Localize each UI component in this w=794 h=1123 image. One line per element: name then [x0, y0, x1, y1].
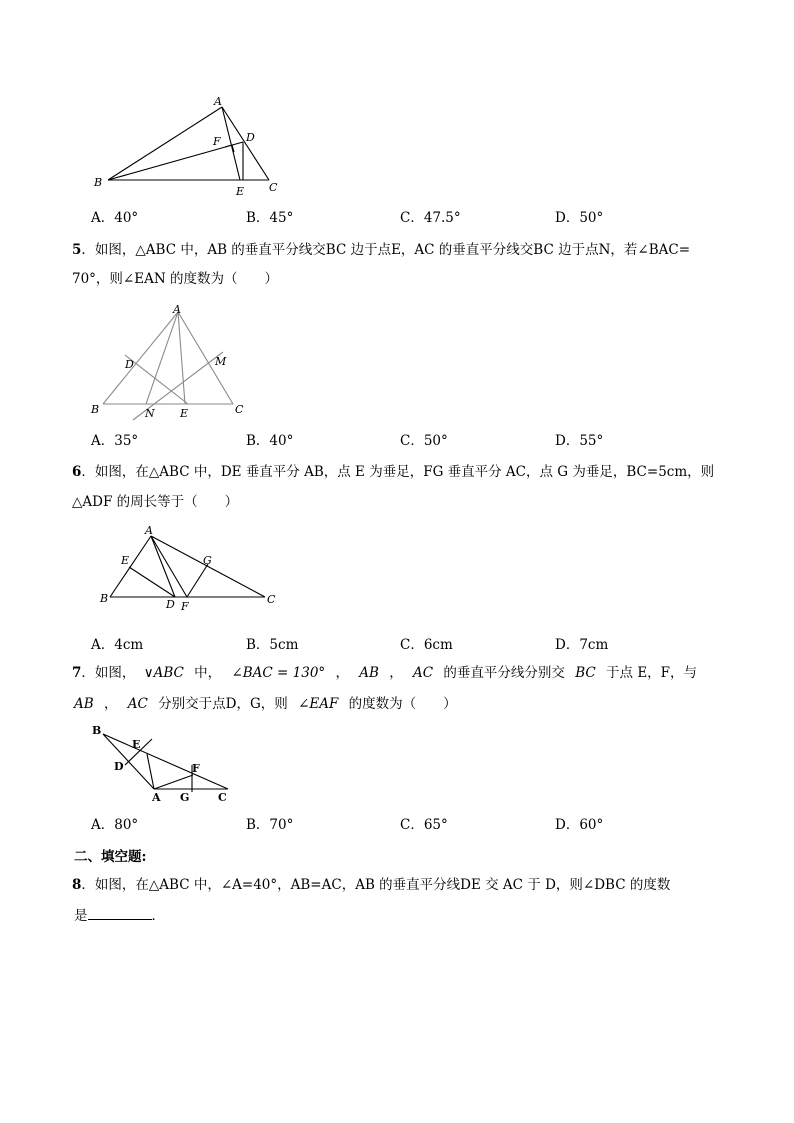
q5-line1 [72, 240, 690, 260]
label-A: A [145, 524, 153, 537]
q7-option-c[interactable]: C．65° [400, 817, 448, 833]
label-B: B [92, 724, 102, 737]
q7-number: 7 [72, 665, 82, 681]
q7-angle-bac: ∠BAC = 130° [231, 665, 326, 681]
q6-number: 6 [72, 464, 82, 480]
q7-line2 [74, 694, 457, 714]
q5-line2: 70°，则∠EAN 的度数为（ ） [72, 271, 278, 287]
q8-number: 8 [72, 877, 82, 893]
q8-text1: ．如图，在△ABC 中，∠A=40°，AB=AC，AB 的垂直平分线DE 交 AC 于 D，则∠DBC 的度数 [81, 877, 671, 893]
q4-option-d[interactable]: D．50° [555, 210, 604, 226]
label-D: D [246, 131, 255, 144]
q5-option-c[interactable]: C．50° [400, 433, 448, 449]
label-G: G [180, 791, 190, 804]
label-E: E [121, 554, 130, 567]
q5-figure [88, 300, 258, 422]
label-G: G [203, 554, 212, 567]
q7-text-intro: ．如图， [81, 665, 136, 681]
q4-figure [88, 94, 288, 199]
label-F: F [192, 762, 200, 775]
q7-text-ask: 的度数为（ ） [348, 696, 457, 712]
label-A: A [152, 791, 161, 804]
q4-option-c[interactable]: C．47.5° [400, 210, 461, 226]
q7-ac2: AC [127, 696, 148, 712]
label-B: B [100, 592, 109, 605]
q5-text1: ．如图，△ABC 中，AB 的垂直平分线交BC 边于点E，AC 的垂直平分线交BC 边于点N，若∠BAC= [81, 242, 691, 258]
q5-number: 5 [72, 242, 82, 258]
label-F: F [181, 600, 189, 613]
label-M: M [215, 355, 227, 368]
label-N: N [145, 407, 155, 420]
label-C: C [235, 403, 244, 416]
q4-option-b[interactable]: B．45° [246, 210, 294, 226]
q7-text-zhong: 中， [194, 665, 222, 681]
q8-line2 [74, 905, 165, 926]
section-fill-in-heading: 二、填空题: [74, 849, 147, 865]
label-B: B [91, 403, 100, 416]
q7-text-points: 于点 E，F，与 [606, 665, 698, 681]
q7-angle-eaf: ∠EAF [298, 696, 339, 712]
label-F: F [213, 135, 221, 148]
q7-ab: AB [359, 665, 379, 681]
q8-text-suffix: ． [151, 908, 165, 924]
q4-option-a[interactable]: A．40° [91, 210, 139, 226]
q7-line1 [72, 663, 697, 683]
q6-option-b[interactable]: B．5cm [246, 637, 299, 653]
q8-line1 [72, 875, 670, 895]
q7-text-intersect: 分别交于点D，G，则 [158, 696, 288, 712]
q6-option-d[interactable]: D．7cm [555, 637, 609, 653]
label-B: B [94, 176, 103, 189]
q8-text-prefix: 是 [74, 908, 88, 924]
q7-comma3: ， [103, 696, 118, 712]
label-E: E [180, 407, 189, 420]
q6-text1: ．如图，在△ABC 中，DE 垂直平分 AB，点 E 为垂足，FG 垂直平分 AC，点 G 为垂足，BC=5cm，则 [81, 464, 715, 480]
label-E: E [132, 738, 141, 751]
q6-line1 [72, 462, 714, 482]
q5-option-d[interactable]: D．55° [555, 433, 604, 449]
q5-option-b[interactable]: B．40° [246, 433, 294, 449]
q5-option-a[interactable]: A．35° [91, 433, 139, 449]
q7-option-b[interactable]: B．70° [246, 817, 294, 833]
q7-bc: BC [575, 665, 596, 681]
label-A: A [214, 95, 222, 108]
q7-option-a[interactable]: A．80° [91, 817, 139, 833]
label-D: D [125, 358, 134, 371]
q7-comma2: ， [389, 665, 403, 681]
q6-option-c[interactable]: C．6cm [400, 637, 453, 653]
q6-figure [95, 522, 285, 614]
q7-triangle: ∨ABC [143, 665, 184, 681]
q7-comma1: ， [335, 665, 349, 681]
q6-option-a[interactable]: A．4cm [91, 637, 144, 653]
q7-option-d[interactable]: D．60° [555, 817, 604, 833]
label-A: A [173, 303, 181, 316]
label-C: C [267, 593, 276, 606]
q7-ab2: AB [74, 696, 94, 712]
label-E: E [236, 185, 245, 198]
q7-text-bisectors: 的垂直平分线分别交 [443, 665, 565, 681]
label-C: C [218, 791, 227, 804]
q6-line2: △ADF 的周长等于（ ） [72, 494, 239, 510]
q7-figure [88, 722, 238, 806]
label-D: D [166, 598, 175, 611]
label-D: D [114, 760, 124, 773]
q8-answer-blank[interactable] [88, 905, 152, 920]
label-C: C [269, 181, 278, 194]
q7-ac: AC [413, 665, 434, 681]
